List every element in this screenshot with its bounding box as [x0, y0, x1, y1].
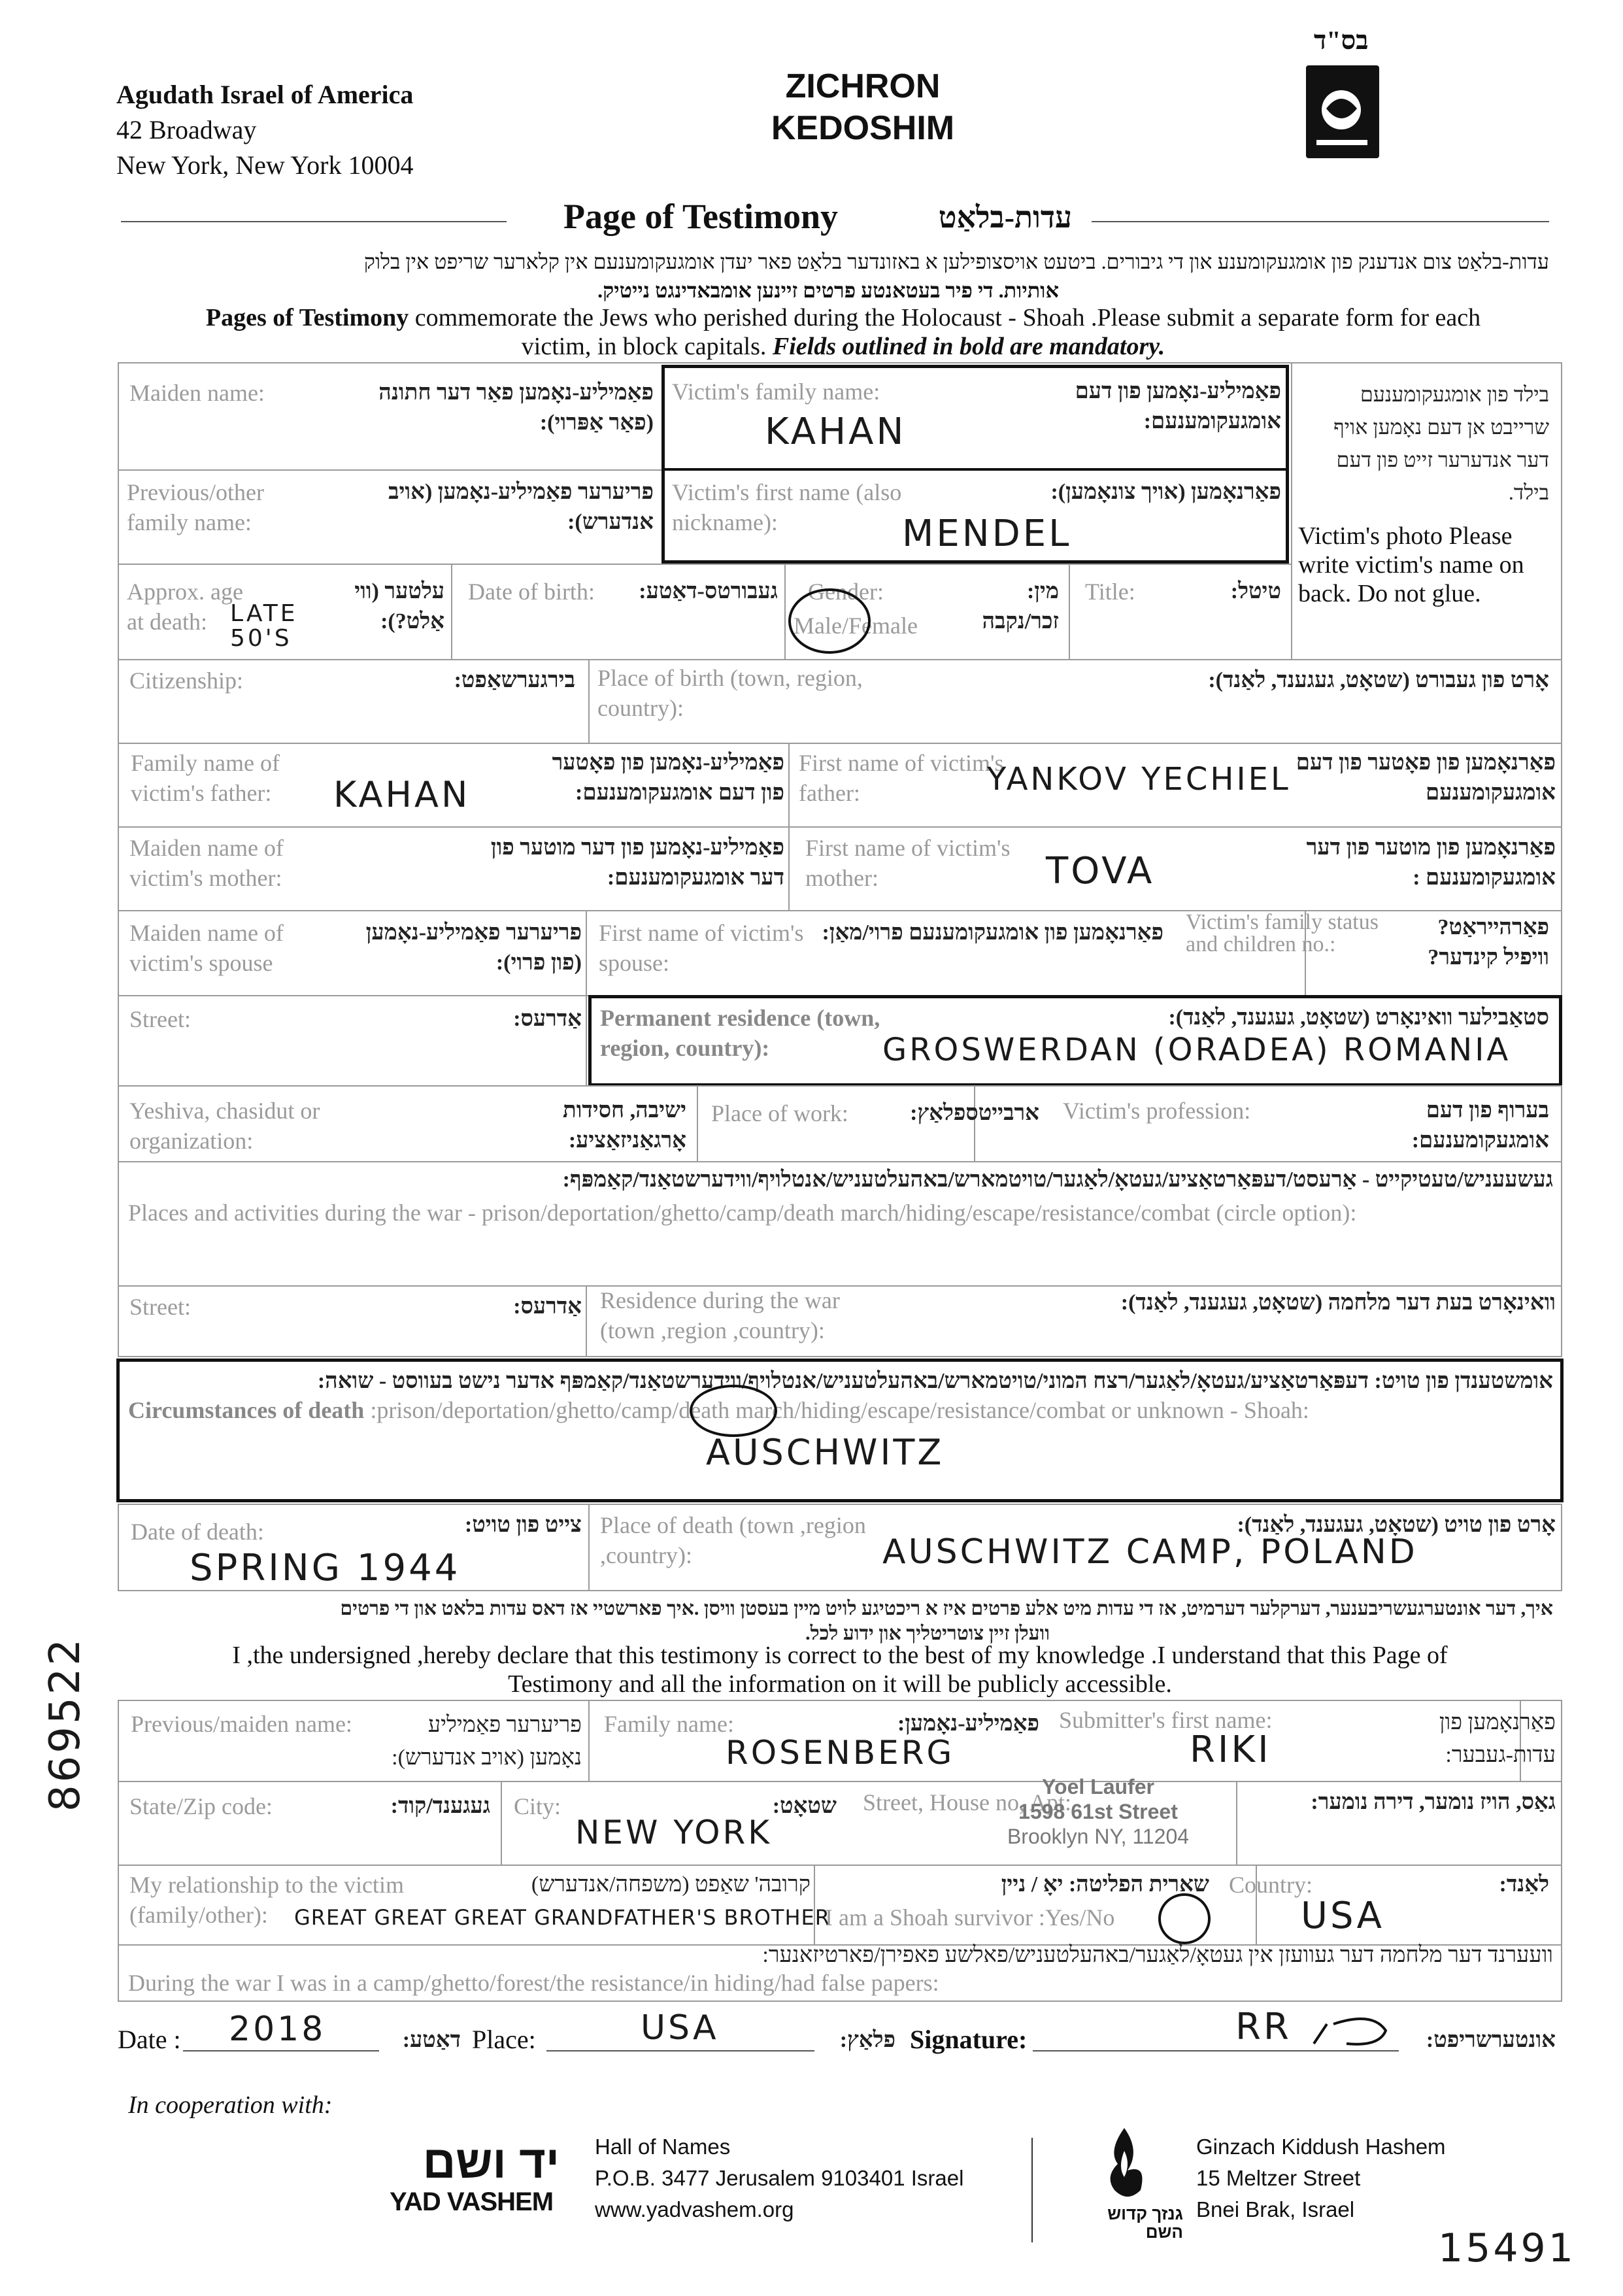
mother-maiden-yi: פאַמיליע-נאָמען פון דער מוטער פון דער אומגעקומענעם:: [490, 836, 784, 890]
first-name-value[interactable]: MENDEL: [902, 513, 1072, 555]
intro-mandatory: Fields outlined in bold are mandatory.: [772, 333, 1165, 360]
gender-male-circle: [788, 588, 871, 654]
workplace-yi: ארבייטספלאַץ:: [910, 1101, 1039, 1125]
gender-yi: מין: זכר/נקבה: [982, 579, 1059, 633]
first-name-label: Victim's first name (also nickname):: [672, 479, 902, 535]
sub-city-value[interactable]: NEW YORK: [575, 1814, 773, 1851]
yv-line-1: Hall of Names: [595, 2135, 731, 2159]
family-status-yi: פאַרהייראַט? וויפיל קינדער?: [1428, 915, 1549, 970]
emblem-icon: [1306, 65, 1379, 158]
org-address-1: 42 Broadway: [116, 115, 257, 144]
survivor-label: I am a Shoah survivor :Yes/No: [825, 1904, 1115, 1931]
spouse-maiden-yi: פריערער פאַמיליע-נאָמען (פון פרוי):: [365, 920, 582, 975]
sub-first-value[interactable]: RIKI: [1190, 1729, 1271, 1771]
father-first-value[interactable]: YANKOV YECHIEL: [987, 761, 1291, 798]
place-death-yi: אָרט פון טויט (שטאָט, געגענד, לאַנד):: [1237, 1513, 1556, 1537]
intro-rest: commemorate the Jews who perished during the Holocaust - Shoah .Please submit a separate form for each: [409, 304, 1481, 331]
circumstances-value[interactable]: AUSCHWITZ: [706, 1432, 945, 1473]
photo-box-yiddish: בילד פון אומגעקומענעם שרייבט אן דעם נאָמען אויף דער אנדערער זייט פון דעם בילד.: [1333, 382, 1549, 504]
place-death-label: Place of death (town ,region ,country):: [600, 1512, 866, 1568]
profession-yi: בערוף פון דעם אומגעקומענעם:: [1411, 1098, 1549, 1153]
country-yi: לאַנד:: [1499, 1872, 1549, 1897]
title-yi: טיטל:: [1230, 579, 1281, 603]
sub-family-label: Family name:: [604, 1711, 734, 1737]
dob-yi: געבורטס-דאַטע:: [639, 579, 778, 603]
yad-vashem-hebrew: יד ושם: [422, 2136, 560, 2187]
prev-family-label: Previous/other family name:: [127, 479, 264, 535]
mother-first-value[interactable]: TOVA: [1046, 850, 1155, 892]
during-war-yi: וועערנד דער מלחמה דער געוועזן אין געטאָ/לאַגער/באהעלטעניש/פאלשע פאפירן/פארטיזאנער:: [762, 1943, 1553, 1967]
father-first-label: First name of victim's father:: [799, 750, 1004, 806]
residence-label: Permanent residence (town, region, country):: [600, 1005, 880, 1061]
profession-label: Victim's profession:: [1063, 1098, 1251, 1124]
sub-street-yi: גאַס, הויז נומער, דירה נומער:: [1311, 1790, 1556, 1814]
side-number: 869522: [41, 1636, 90, 1812]
age-yi: עלטער (ווי אַלט?):: [354, 579, 444, 633]
gk-line-2: 15 Meltzer Street: [1196, 2166, 1361, 2190]
cooperation-label: In cooperation with:: [128, 2091, 333, 2119]
family-name-label: Victim's family name:: [672, 379, 880, 405]
citizenship-yi: בירגערשאַפט:: [454, 668, 575, 692]
date-yi: דאַטע:: [402, 2028, 461, 2052]
father-family-label: Family name of victim's father:: [131, 750, 280, 806]
page-title-en: Page of Testimony: [563, 197, 839, 236]
yv-line-2: P.O.B. 3477 Jerusalem 9103401 Israel: [595, 2166, 964, 2190]
country-label: Country:: [1229, 1872, 1313, 1898]
age-label: Approx. age at death:: [127, 579, 243, 635]
street-war-yi: אַדרעס:: [513, 1294, 582, 1319]
declaration-en-2: Testimony and all the information on it will be publicly accessible.: [508, 1670, 1172, 1698]
gender-male[interactable]: Male: [794, 613, 842, 639]
age-value[interactable]: LATE 50'S: [230, 600, 298, 652]
sub-relationship-yi: קרובה' שאַפט (משפחה/אנדערש): [531, 1872, 811, 1897]
family-status-label: Victim's family status and children no.:: [1186, 910, 1379, 956]
gender-female[interactable]: Female: [848, 613, 918, 639]
dob-label: Date of birth:: [468, 579, 595, 605]
corner-number: 15491: [1438, 2225, 1576, 2271]
citizenship-label: Citizenship:: [129, 667, 243, 694]
place-birth-yi: אָרט פון געבורט (שטאָט, געגענד, לאַנד):: [1208, 668, 1549, 692]
intro-yiddish-1: עדות-בלאַט צום אנדענק פון אומגעקומענע און די גיבורים. ביטעט אויסצופילען א באזונדער בלאַט פאר יעדן אומגעקומענעם אין קלארער שריפט אין בלוק: [363, 250, 1549, 273]
sub-street-label: Street, House no, Apt:: [863, 1789, 1071, 1815]
declaration-en-1: I ,the undersigned ,hereby declare that this testimony is correct to the best of my knowledge .I understand that this Page of: [232, 1642, 1448, 1669]
sub-relationship-label: My relationship to the victim (family/other):: [129, 1872, 404, 1928]
country-value[interactable]: USA: [1301, 1895, 1384, 1937]
date-label: Date :: [118, 2025, 181, 2054]
prev-family-yi: פריערער פאַמיליע-נאָמען (אויב אנדערש):: [388, 480, 654, 534]
workplace-label: Place of work:: [711, 1100, 848, 1126]
war-places-yi: געשעעניש/טעטיקייט - אַרעסט/דעפּאַרטאַציע/געטאָ/לאַגער/טויטמארש/באהעלטעניש/אנטלויף/ווידערשטאַנד/קאַמפּף:: [562, 1168, 1553, 1192]
street-war-label: Street:: [129, 1294, 191, 1320]
residence-yi: סטאַבילער וואינאָרט (שטאָט, געגענד, לאַנד):: [1168, 1005, 1549, 1030]
sub-family-yi: פאַמיליע-נאָמען:: [897, 1712, 1039, 1736]
photo-box-english: Victim's photo Please write victim's name on back. Do not glue.: [1298, 522, 1524, 607]
date-death-yi: צייט פון טויט:: [464, 1513, 582, 1537]
signature-label: Signature:: [910, 2025, 1028, 2054]
mother-first-label: First name of victim's mother:: [805, 835, 1011, 891]
intro-line2: victim, in block capitals.: [521, 333, 773, 360]
sub-state-yi: געגענד/קוד:: [390, 1794, 490, 1818]
residence-war-label: Residence during the war (town ,region ,country):: [600, 1287, 840, 1343]
circumstances-options: :prison/deportation/ghetto/camp/death march/hiding/escape/resistance/combat or unknown - Shoah:: [364, 1397, 1309, 1423]
org-address-2: New York, New York 10004: [116, 150, 414, 180]
gk-line-3: Bnei Brak, Israel: [1196, 2197, 1355, 2221]
ginzach-logo-text: גנזך קדוש השם: [1107, 2204, 1183, 2242]
page-title-yi: עדות-בלאַט: [938, 201, 1072, 234]
declaration-yi-1: איך, דער אונטערגעשריבענער, דערקלער דערמיט, אז די עדות מיט אלע פרטים איז א ריכטיגע לויט מיין בעסטן וויסן .איך פארשטיי אז דאס עדות בלאט און די פרטים: [340, 1598, 1553, 1619]
place-death-value[interactable]: AUSCHWITZ CAMP, POLAND: [882, 1532, 1418, 1572]
place-value[interactable]: USA: [641, 2008, 719, 2048]
yad-vashem-name: YAD VASHEM: [390, 2187, 554, 2216]
title-label: Title:: [1085, 579, 1135, 605]
title-zichron: ZICHRON: [785, 67, 941, 105]
during-war-label: During the war I was in a camp/ghetto/forest/the resistance/in hiding/had false papers:: [128, 1970, 939, 1996]
declaration-yi-2: וועלן זיין צוטריטליך און ידוע לכל.: [805, 1623, 1050, 1644]
circumstances-label: Circumstances of death: [128, 1397, 365, 1423]
signature-yi: אונטערשריפט:: [1426, 2028, 1556, 2052]
signature-value[interactable]: RR: [1235, 2006, 1292, 2048]
family-name-yi: פאַמיליע-נאָמען פון דעם אומגעקומענעם:: [1075, 379, 1281, 433]
sub-state-label: State/Zip code:: [129, 1793, 273, 1819]
mother-first-yi: פאַרנאָמען פון מוטער פון דער אומגעקומענעם :: [1306, 836, 1556, 890]
spouse-maiden-label: Maiden name of victim's spouse: [129, 920, 284, 976]
stamp-line-2: 1598 61st Street: [1018, 1800, 1178, 1823]
sub-prev-label: Previous/maiden name:: [131, 1711, 352, 1737]
father-family-value[interactable]: KAHAN: [333, 774, 471, 815]
sub-prev-yi: פריערער פאַמיליע נאָמען (אויב אנדערש):: [392, 1713, 582, 1770]
street-label: Street:: [129, 1006, 191, 1032]
residence-war-yi: וואינאָרט בעת דער מלחמה (שטאָט, געגענד, לאַנד):: [1120, 1291, 1556, 1315]
intro-yiddish-2: אותיות. די פיר בעטאנטע פרטים זיינען אומבאדינגט נייטיק.: [597, 279, 1059, 302]
sub-city-label: City:: [514, 1793, 561, 1819]
maiden-name-yi: פאַמיליע-נאָמען פאַר דער חתונה (פאַר אַפּרוי):: [378, 380, 654, 435]
spouse-first-yi: פאַרנאָמען פון אומגעקומענעם פרוי/מאַן:: [822, 920, 1163, 945]
survivor-no-circle: [1158, 1893, 1211, 1944]
father-family-yi: פאַמיליע-נאָמען פון פאָטער פון דעם אומגעקומענעם:: [552, 751, 784, 805]
place-yi: פלאַץ:: [839, 2028, 895, 2052]
gender-label: Gender:: [808, 579, 884, 605]
first-name-yi: פאַרנאָמען (אויך צונאָמען):: [1050, 480, 1281, 504]
yeshiva-label: Yeshiva, chasidut or organization:: [129, 1098, 320, 1154]
date-value[interactable]: 2018: [229, 2010, 326, 2049]
stamp-line-1: Yoel Laufer: [1042, 1775, 1154, 1798]
camp-circle: [690, 1385, 777, 1437]
org-name: Agudath Israel of America: [116, 80, 414, 109]
sub-family-value[interactable]: ROSENBERG: [726, 1734, 955, 1772]
street-yi: אַדרעס:: [513, 1007, 582, 1031]
sub-first-yi: פאַרנאָמען פון עדות-געבער:: [1439, 1710, 1556, 1767]
bsd-mark: בס"ד: [1314, 25, 1369, 55]
gk-line-1: Ginzach Kiddush Hashem: [1196, 2135, 1446, 2159]
yv-line-3: www.yadvashem.org: [595, 2197, 794, 2221]
war-places-label: Places and activities during the war - prison/deportation/ghetto/camp/death march/hiding/escape/resistance/combat (circle option):: [128, 1200, 1357, 1226]
spouse-first-label: First name of victim's spouse:: [599, 920, 804, 976]
survivor-yi: שארית הפליטה: יאָ / ניין: [1001, 1872, 1209, 1897]
stamp-line-3: Brooklyn NY, 11204: [1007, 1825, 1190, 1848]
sub-city-yi: שטאָט:: [772, 1794, 837, 1818]
mother-maiden-label: Maiden name of victim's mother:: [129, 835, 284, 891]
sub-first-label: Submitter's first name:: [1059, 1707, 1273, 1733]
title-kedoshim: KEDOSHIM: [771, 109, 955, 147]
date-death-label: Date of death:: [131, 1519, 264, 1545]
residence-value[interactable]: GROSWERDAN (ORADEA) ROMANIA: [882, 1032, 1511, 1068]
intro-bold: Pages of Testimony: [205, 304, 409, 331]
signature-scribble: [1307, 2004, 1399, 2050]
yeshiva-yi: ישיבה, חסידות אָרגאַניזאַציע:: [562, 1098, 686, 1153]
father-first-yi: פאַרנאָמען פון פאָטער פון דעם אומגעקומענעם: [1296, 751, 1556, 805]
place-label: Place:: [472, 2025, 536, 2054]
date-death-value[interactable]: SPRING 1944: [190, 1547, 461, 1589]
address-stamp: [961, 1774, 1235, 1849]
family-name-value[interactable]: KAHAN: [765, 411, 907, 453]
sub-relationship-value[interactable]: GREAT GREAT GREAT GRANDFATHER'S BROTHER: [294, 1905, 830, 1930]
place-birth-label: Place of birth (town, region, country):: [597, 665, 863, 721]
circumstances-yi: אומשטענדן פון טויט: דעפּאַרטאַציע/געטאָ/לאַגער/רצח המוני/טויטמארש/באהעלטעניש/אנטלויף/ווידערשטאַנד/קאַמפּף אדער נישט בעווסט - שואה:: [317, 1369, 1553, 1393]
maiden-name-label: Maiden name:: [129, 380, 265, 406]
